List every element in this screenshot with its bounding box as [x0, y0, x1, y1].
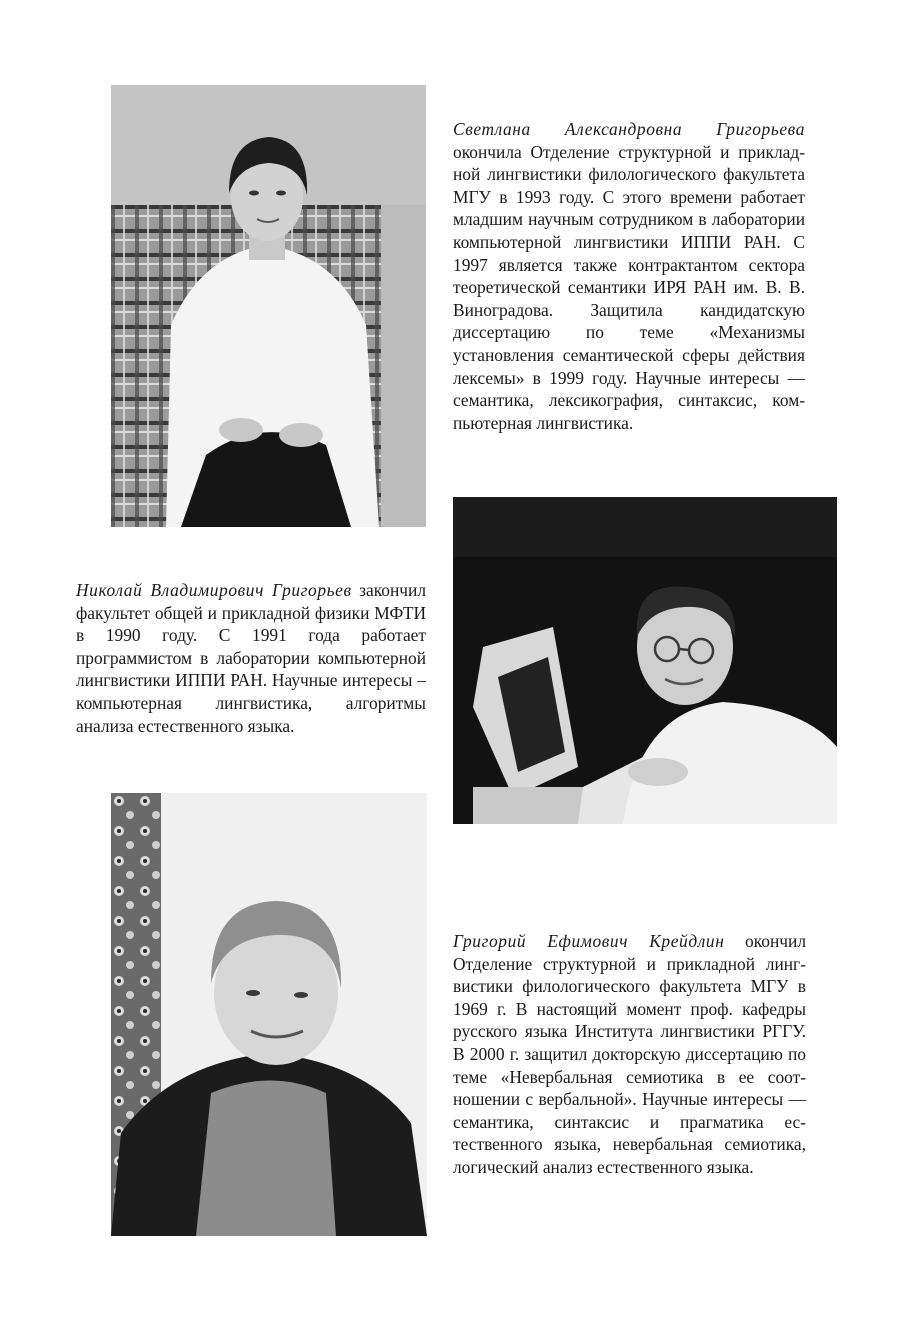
bio-name-grigory: Григорий Ефимович Крейдлин [453, 931, 725, 951]
portrait-photo-svetlana [111, 85, 426, 527]
bio-name-svetlana: Светлана Александровна Григорьева [453, 119, 805, 139]
portrait-photo-nikolay [453, 497, 837, 824]
bio-nikolay [76, 579, 426, 737]
bio-text-svetlana: окончила Отделение структурной и прикладной лингвистики филологического факультета МГУ в 1993 году. С этого времени работает младшим научным сотрудником в лаборатории компьютерной лингвистики ИППИ РАН. С 1997 является также контрактантом сектора теоретической семантики ИРЯ РАН им. В. В. Виноградова. Защитила кандидатскую диссертацию по теме «Механизмы установления семантической сферы действия лексемы» в 1999 году. Научные интересы — семантика, лексикография, синтаксис, компьютерная лингвистика. [453, 141, 805, 433]
bio-name-nikolay: Николай Владимирович Григорьев [76, 580, 352, 600]
bio-text-nikolay: закончил факультет общей и прикладной физики МФТИ в 1990 году. С 1991 года работает программистом в лаборатории компьютерной лингвистики ИППИ РАН. Научные интересы – компьютерная лингвистика, алгоритмы анализа естественного языка. [76, 580, 426, 736]
bio-grigory [453, 930, 806, 1179]
portrait-photo-grigory [111, 793, 427, 1236]
bio-text-grigory: окончил Отделение структурной и прикладной лингвистики филологического факультета МГУ в 1969 г. В настоящий момент проф. кафедры русского языка Института лингвистики РГГУ. В 2000 г. защитил докторскую диссертацию по теме «Невербальная семиотика в ее соотношении с вербальной». Научные интересы — семантика, синтаксис и прагматика естественного языка, невербальная семиотика, логический анализ естественного языка. [453, 931, 806, 1177]
bio-svetlana [453, 118, 805, 434]
